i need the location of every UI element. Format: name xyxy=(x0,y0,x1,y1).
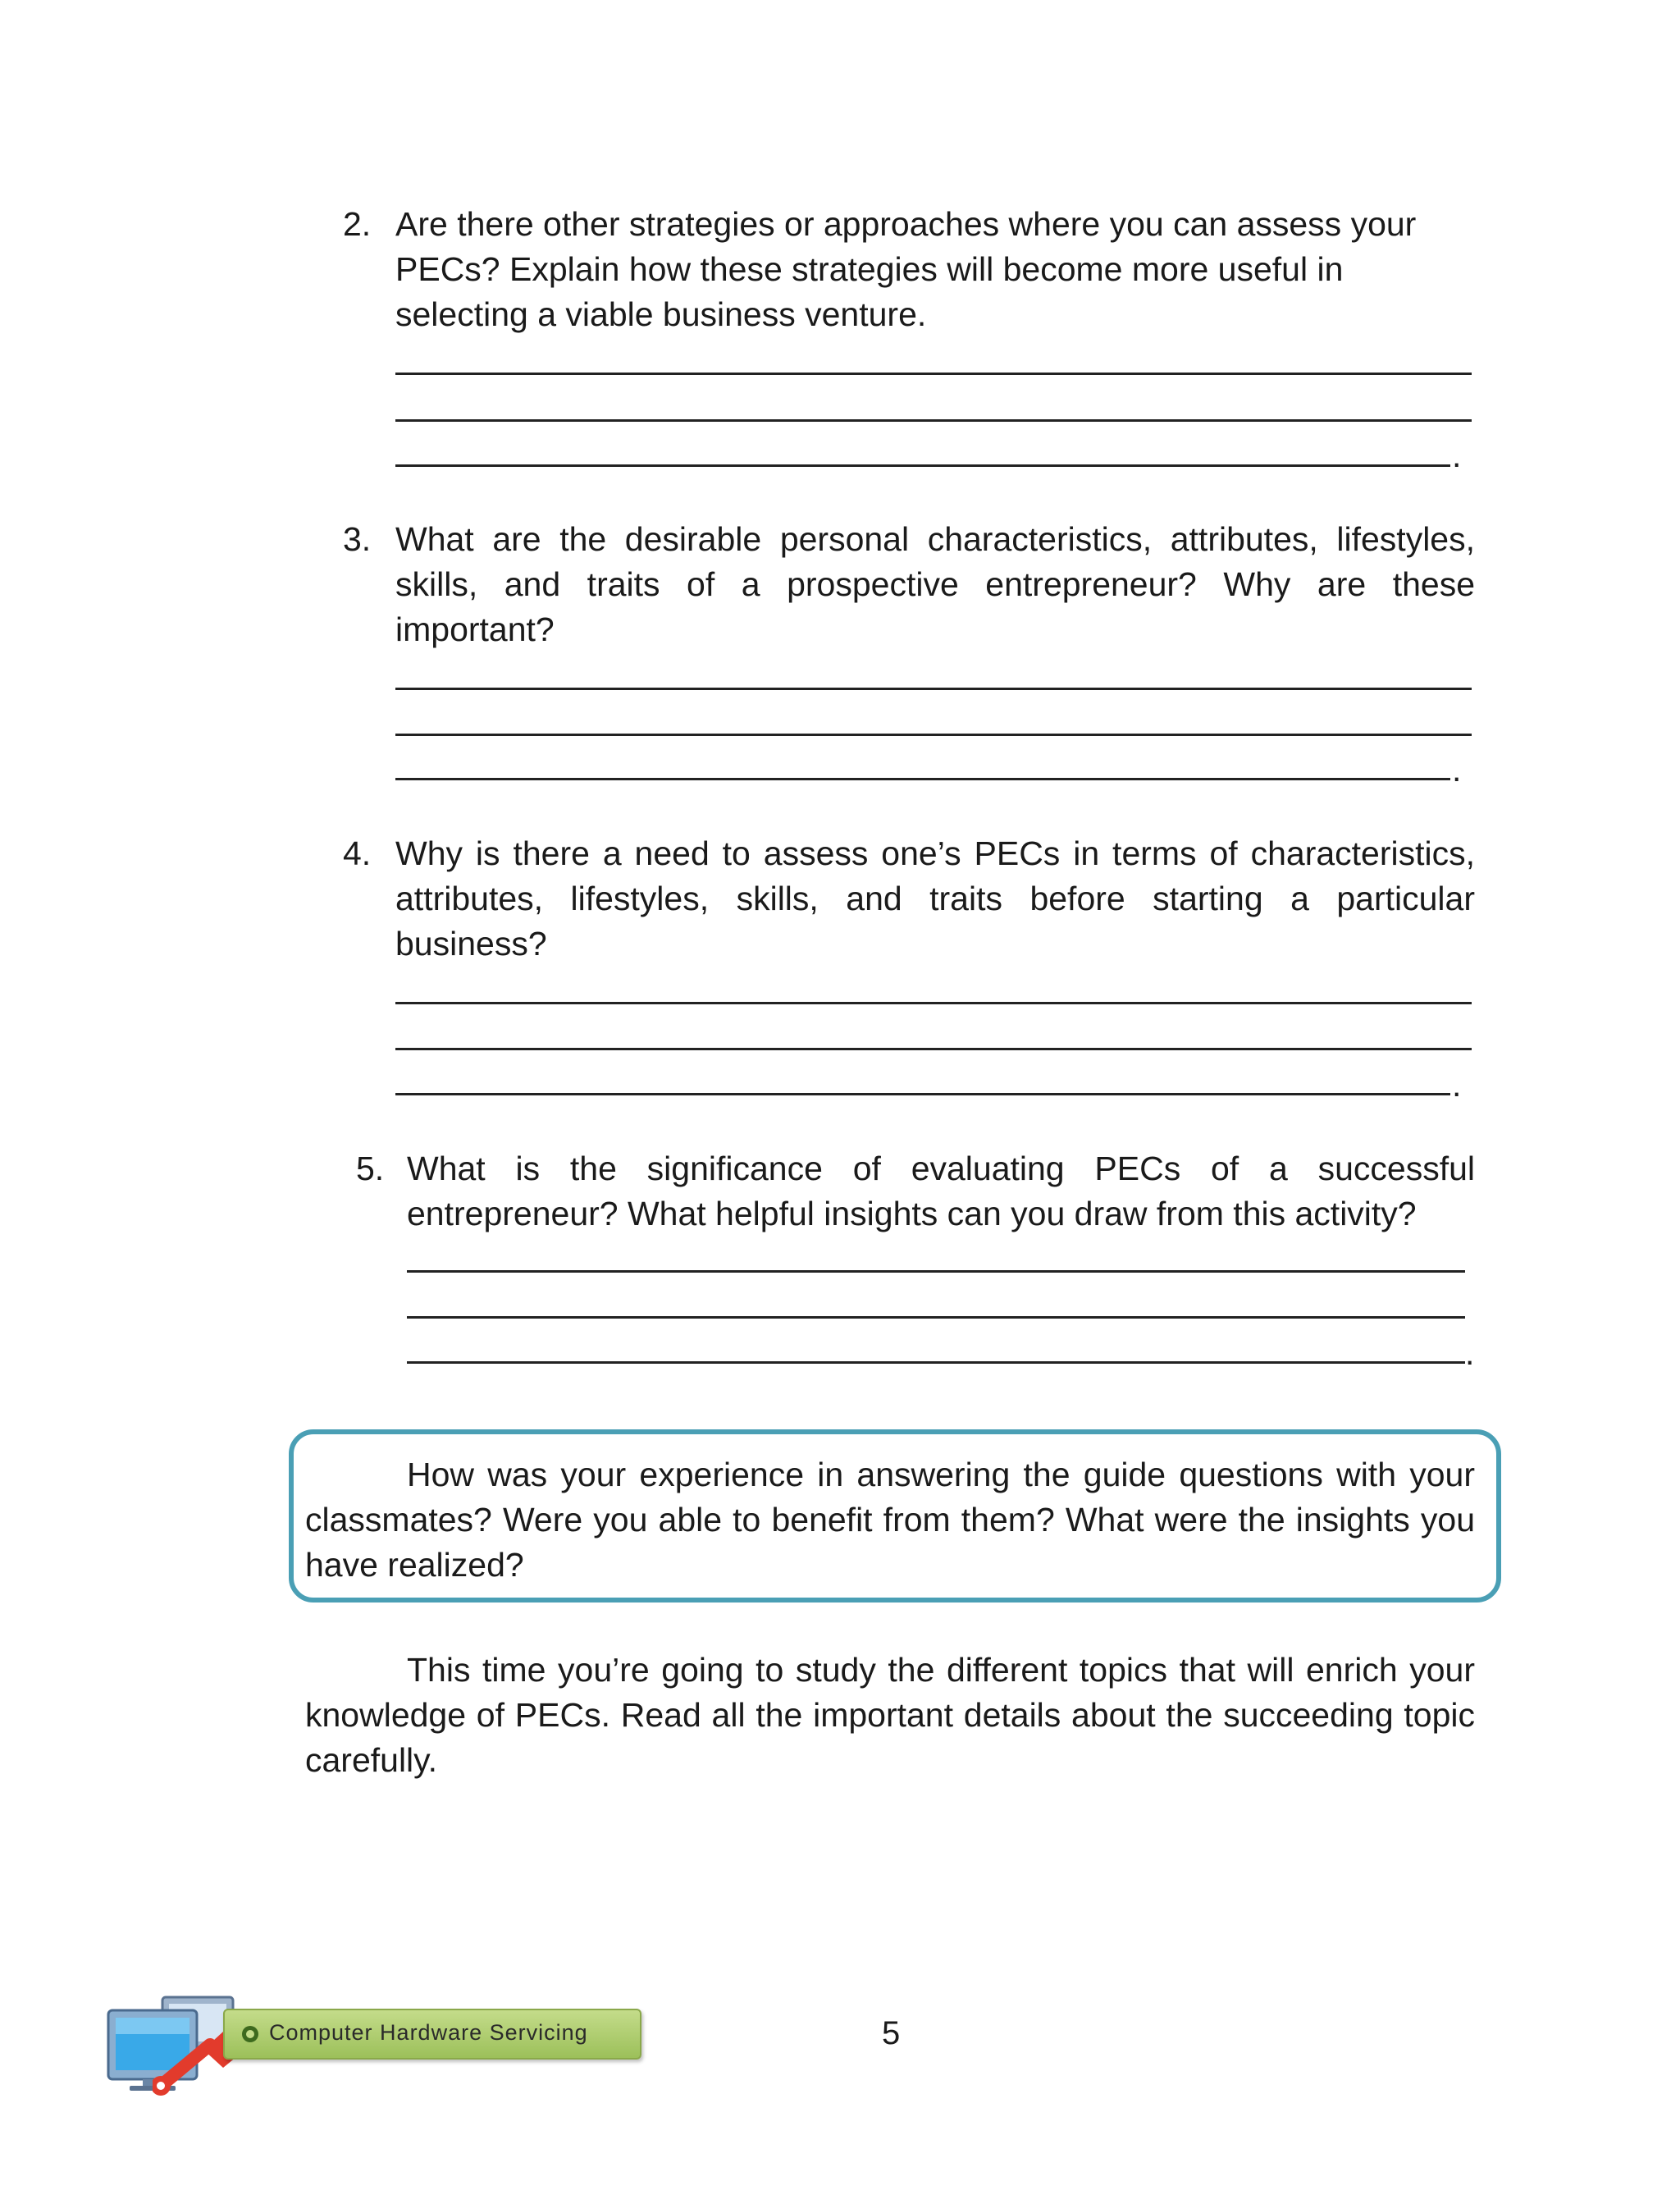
question-number: 2. xyxy=(343,205,372,243)
answer-line[interactable] xyxy=(395,419,1472,422)
answer-line[interactable] xyxy=(395,734,1472,736)
answer-end-period: . xyxy=(1452,437,1462,474)
question-number: 5. xyxy=(356,1150,385,1187)
answer-line[interactable] xyxy=(395,1093,1450,1095)
question-text: Are there other strategies or approaches where you can assess your PECs? Explain how these strategies will become more useful in selecting a viable business venture. xyxy=(395,205,1417,333)
answer-line[interactable] xyxy=(407,1316,1465,1319)
question-2 xyxy=(343,202,1475,337)
answer-line[interactable] xyxy=(395,1002,1472,1004)
question-number: 4. xyxy=(343,834,372,872)
question-4 xyxy=(343,831,1477,967)
question-3 xyxy=(343,517,1477,652)
answer-line[interactable] xyxy=(395,688,1472,690)
page-number: 5 xyxy=(882,2015,901,2051)
course-title: Computer Hardware Servicing xyxy=(269,2020,588,2045)
question-5 xyxy=(356,1146,1477,1237)
answer-line[interactable] xyxy=(395,373,1472,375)
answer-line[interactable] xyxy=(395,464,1450,467)
answer-line[interactable] xyxy=(395,778,1450,780)
answer-end-period: . xyxy=(1452,1066,1462,1104)
question-text: Why is there a need to assess one’s PECs in terms of characteristics, attributes, lifestyles, skills, and traits before starting a particular business? xyxy=(395,834,1475,962)
answer-end-period: . xyxy=(1452,751,1462,789)
question-text: What are the desirable personal characteristics, attributes, lifestyles, skills, and traits of a prospective entrepreneur? Why are these important? xyxy=(395,520,1475,648)
answer-line[interactable] xyxy=(395,1048,1472,1050)
course-banner xyxy=(223,2009,641,2060)
answer-line[interactable] xyxy=(407,1361,1465,1364)
answer-line[interactable] xyxy=(407,1270,1465,1273)
reflection-text: How was your experience in answering the guide questions with your classmates? Were you able to benefit from them? What were the insights you have realized? xyxy=(305,1456,1475,1584)
answer-end-period: . xyxy=(1465,1334,1475,1372)
question-text: What is the significance of evaluating PECs of a successful entrepreneur? What helpful insights can you draw from this activity? xyxy=(407,1150,1475,1232)
question-number: 3. xyxy=(343,520,372,558)
closing-paragraph: This time you’re going to study the different topics that will enrich your knowledge of PECs. Read all the important details about the succeeding topic carefully. xyxy=(305,1651,1475,1779)
bullet-icon xyxy=(240,2023,261,2045)
